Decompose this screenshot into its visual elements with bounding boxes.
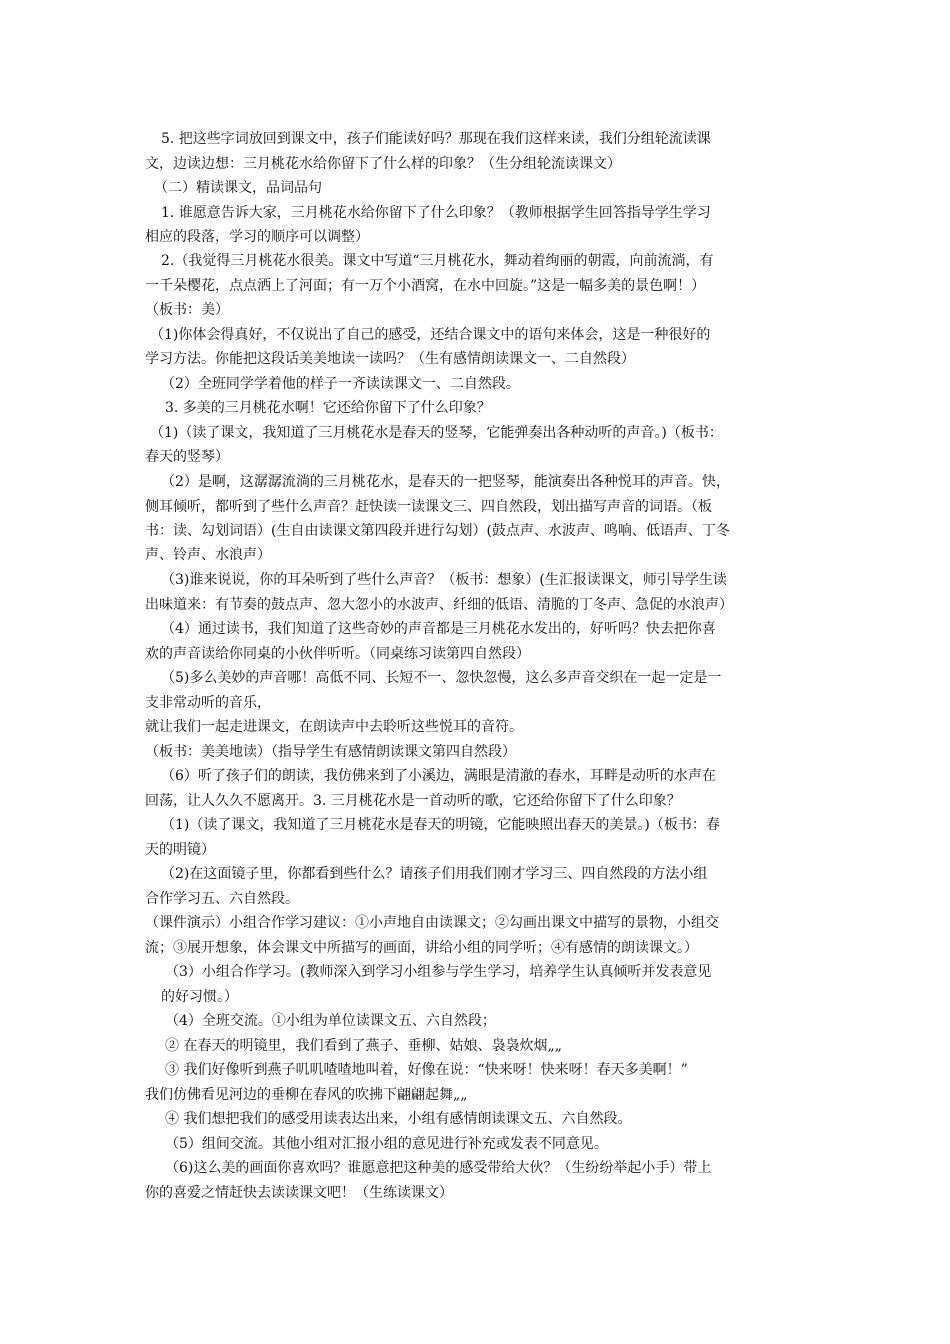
text-line: （5)多么美妙的声音哪！高低不同、长短不一、忽快忽慢，这么多声音交织在一起一定是一	[161, 670, 722, 686]
text-line: ④ 我们想把我们的感受用读表达出来，小组有感情朗读课文五、六自然段。	[165, 1111, 632, 1127]
text-line: （5）组间交流。其他小组对汇报小组的意见进行补充或发表不同意见。	[165, 1136, 608, 1152]
text-line: （1)你体会得真好，不仅说出了自己的感受，还结合课文中的语句来体会，这是一种很好的	[150, 327, 711, 343]
text-line: （2）全班同学学着他的样子一齐读读课文一、二自然段。	[161, 376, 520, 392]
text-line: 合作学习五、六自然段。	[145, 891, 299, 907]
text-line: 春天的竖琴）	[145, 449, 229, 465]
text-line: （6)这么美的画面你喜欢吗？谁愿意把这种美的感受带给大伙？（生纷纷举起小手）带上	[165, 1160, 712, 1176]
text-line: 5. 把这些字词放回到课文中，孩子们能读好吗？那现在我们这样来读，我们分组轮流读课	[161, 131, 711, 147]
text-line: 3. 多美的三月桃花水啊！它还给你留下了什么印象？	[165, 400, 491, 416]
text-line: 学习方法。你能把这段话美美地读一读吗？（生有感情朗读课文一、二自然段）	[145, 351, 635, 367]
text-line: （1)（读了课文，我知道了三月桃花水是春天的明镜，它能映照出春天的美景。)（板书：春	[161, 817, 720, 833]
text-line: （板书：美美地读）（指导学生有感情朗读课文第四自然段）	[145, 744, 516, 760]
text-line: 2.（我觉得三月桃花水很美。课文中写道“三月桃花水，舞动着绚丽的朝霞，向前流淌，有	[161, 253, 714, 269]
text-line: （1)（读了课文，我知道了三月桃花水是春天的竖琴，它能弹奏出各种动听的声音。)（板书：	[150, 425, 723, 441]
text-line: 欢的声音读给你同桌的小伙伴听听。（同桌练习读第四自然段）	[145, 646, 530, 662]
text-line: （板书：美）	[145, 302, 229, 318]
text-line: ② 在春天的明镜里，我们看到了燕子、垂柳、姑娘、袅袅炊烟„„	[165, 1038, 562, 1054]
text-line: （3)谁来说说，你的耳朵听到了些什么声音？（板书：想象）(生汇报读课文，师引导学生读	[161, 572, 727, 588]
text-line: 声、铃声、水浪声）	[145, 547, 271, 563]
text-line: 回荡，让人久久不愿离开。3. 三月桃花水是一首动听的歌，它还给你留下了什么印象？	[145, 793, 681, 809]
text-line: （课件演示）小组合作学习建议：①小声地自由读课文；②勾画出课文中描写的景物，小组交	[145, 915, 719, 931]
text-line: （2)在这面镜子里，你都看到些什么？请孩子们用我们刚才学习三、四自然段的方法小组	[161, 866, 708, 882]
text-line: ③ 我们好像听到燕子叽叽喳喳地叫着，好像在说：“快来呀！快来呀！春天多美啊！”	[165, 1062, 688, 1078]
text-line: 文，边读边想：三月桃花水给你留下了什么样的印象？（生分组轮流读课文）	[145, 156, 621, 172]
text-line: 一千朵樱花，点点洒上了河面；有一万个小酒窝，在水中回旋。”这是一幅多美的景色啊！）	[145, 278, 706, 294]
text-line: 支非常动听的音乐，	[145, 695, 271, 711]
text-line: 你的喜爱之情赶快去读读课文吧！（生练读课文）	[145, 1185, 453, 1201]
text-line: 书：读、勾划词语）(生自由读课文第四段并进行勾划）(鼓点声、水波声、鸣响、低语声、丁冬	[145, 523, 730, 539]
text-line: 的好习惯。）	[161, 989, 238, 1005]
text-line: 1. 谁愿意告诉大家，三月桃花水给你留下了什么印象？（教师根据学生回答指导学生学习	[161, 205, 711, 221]
text-line: 相应的段落，学习的顺序可以调整）	[145, 229, 369, 245]
text-line: 我们仿佛看见河边的垂柳在春风的吹拂下翩翩起舞„„	[145, 1087, 468, 1103]
text-line: 侧耳倾听，都听到了些什么声音？赶快读一读课文三、四自然段，划出描写声音的词语。（板	[145, 499, 712, 515]
text-line: （二）精读课文，品词品句	[154, 180, 322, 196]
text-line: 就让我们一起走进课文，在朗读声中去聆听这些悦耳的音符。	[145, 719, 523, 735]
text-line: 流；③展开想象，体会课文中所描写的画面，讲给小组的同学听；④有感情的朗读课文。）	[145, 940, 698, 956]
text-line: 天的明镜）	[145, 842, 215, 858]
text-line: （4）通过读书，我们知道了这些奇妙的声音都是三月桃花水发出的，好听吗？快去把你喜	[161, 621, 716, 637]
text-line: （6）听了孩子们的朗读，我仿佛来到了小溪边，满眼是清澈的春水，耳畔是动听的水声在	[161, 768, 716, 784]
text-line: 出味道来：有节奏的鼓点声、忽大忽小的水波声、纤细的低语、清脆的丁冬声、急促的水浪声）	[145, 597, 733, 613]
text-line: （2）是啊，这潺潺流淌的三月桃花水，是春天的一把竖琴，能演奏出各种悦耳的声音。快，	[161, 474, 730, 490]
text-line: （4）全班交流。①小组为单位读课文五、六自然段；	[165, 1013, 496, 1029]
text-line: （3）小组合作学习。(教师深入到学习小组参与学生学习，培养学生认真倾听并发表意见	[165, 964, 712, 980]
